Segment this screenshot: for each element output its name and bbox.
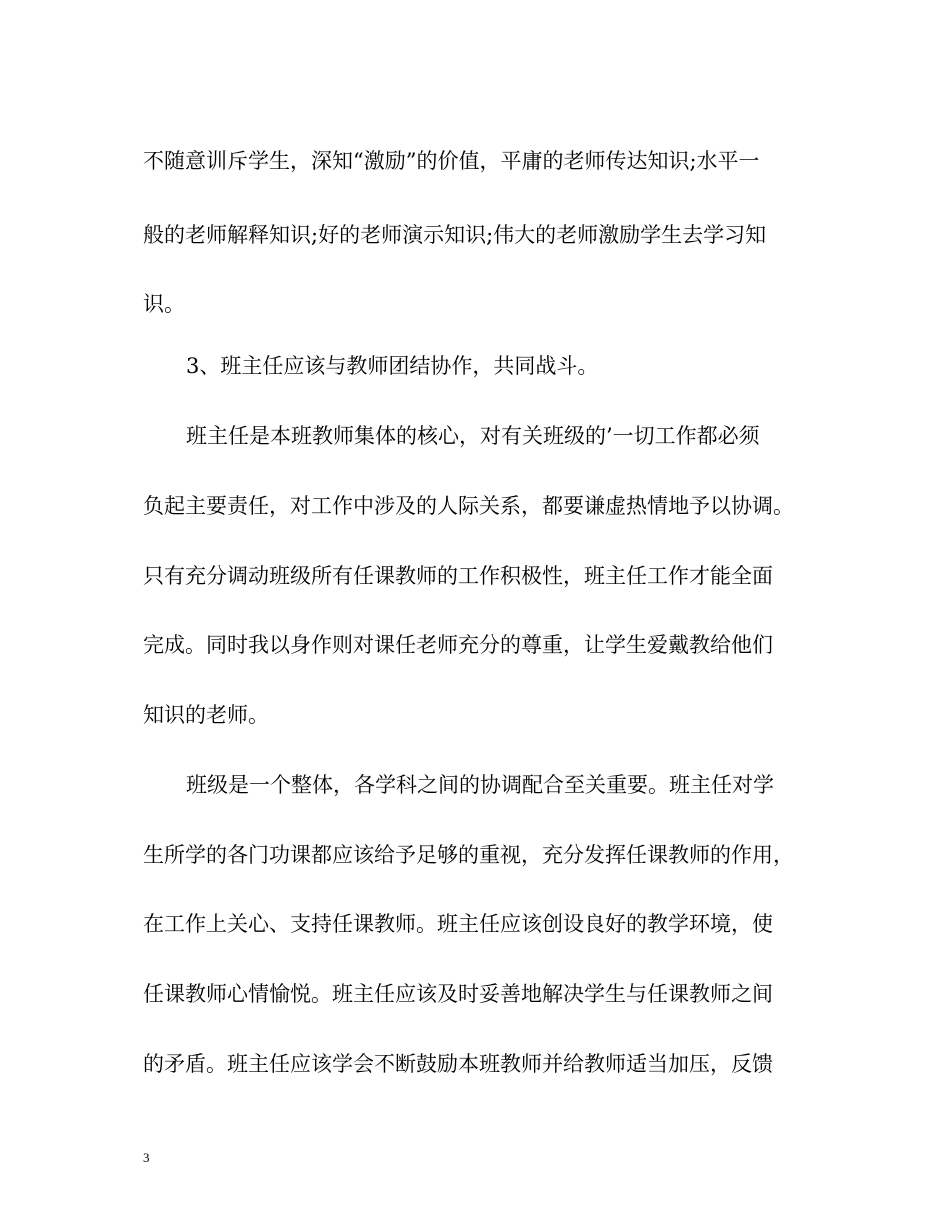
text-line: 识。 xyxy=(143,292,185,316)
text-line: 完成。同时我以身作则对课任老师充分的尊重，让学生爱戴教给他们 xyxy=(143,633,773,657)
section-heading: 3、班主任应该与教师团结协作，共同战斗。 xyxy=(186,354,599,378)
text-line: 任课教师心情愉悦。班主任应该及时妥善地解决学生与任课教师之间 xyxy=(143,982,773,1006)
text-line: 不随意训斥学生，深知“激励”的价值，平庸的老师传达知识;水平一 xyxy=(143,149,760,173)
text-line: 的矛盾。班主任应该学会不断鼓励本班教师并给教师适当加压，反馈 xyxy=(143,1052,773,1076)
text-line: 班主任是本班教师集体的核心，对有关班级的’一切工作都必须 xyxy=(186,424,760,448)
text-line: 生所学的各门功课都应该给予足够的重视，充分发挥任课教师的作用， xyxy=(143,843,794,867)
text-line: 只有充分调动班级所有任课教师的工作积极性，班主任工作才能全面 xyxy=(143,564,773,588)
text-line: 负起主要责任，对工作中涉及的人际关系，都要谦虚热情地予以协调。 xyxy=(143,494,794,518)
text-line: 般的老师解释知识;好的老师演示知识;伟大的老师激励学生去学习知 xyxy=(143,223,767,247)
text-line: 班级是一个整体，各学科之间的协调配合至关重要。班主任对学 xyxy=(186,773,774,797)
text-line: 知识的老师。 xyxy=(143,703,269,727)
text-line: 在工作上关心、支持任课教师。班主任应该创设良好的教学环境，使 xyxy=(143,912,773,936)
page-number: 3 xyxy=(143,1150,150,1165)
